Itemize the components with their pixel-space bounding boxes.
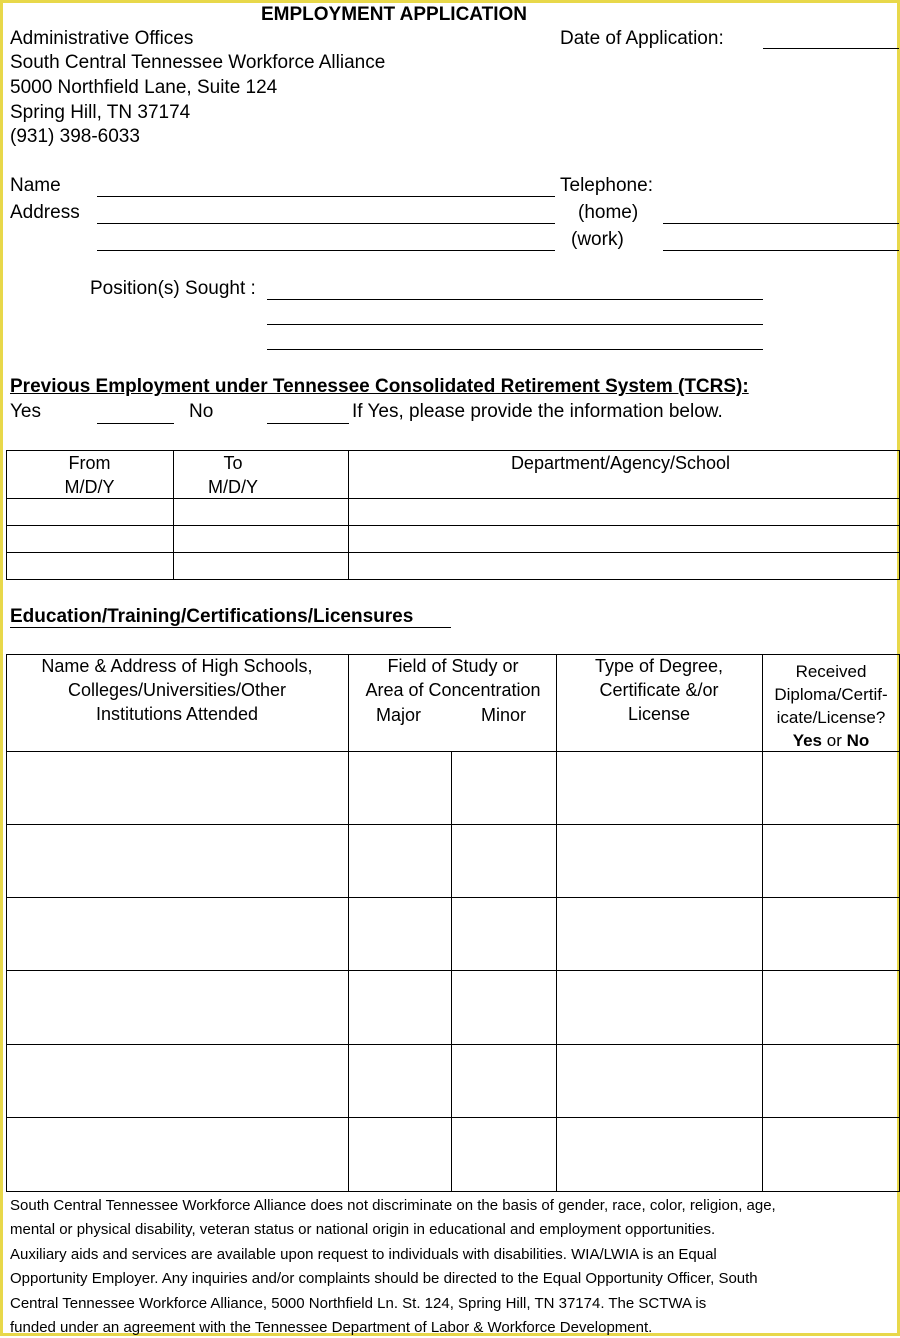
- edu-row-5-degree[interactable]: [558, 1046, 761, 1116]
- tcrs-row-3-from[interactable]: [8, 554, 172, 578]
- education-heading-underline: [10, 627, 451, 628]
- work-phone-label: (work): [571, 229, 624, 250]
- edu-row-2-minor[interactable]: [453, 826, 555, 896]
- tcrs-no-label: No: [189, 401, 214, 422]
- org-line-5: (931) 398-6033: [10, 126, 140, 147]
- address-field-line-1[interactable]: [97, 223, 555, 224]
- edu-col-field-line-2: Area of Concentration: [365, 680, 541, 700]
- edu-col-institution-line-1: Name & Address of High Schools,: [41, 656, 313, 676]
- edu-row-2-major[interactable]: [350, 826, 450, 896]
- edu-row-1-institution[interactable]: [8, 753, 347, 823]
- edu-row-5-received[interactable]: [764, 1046, 898, 1116]
- tcrs-row-1-from[interactable]: [8, 500, 172, 524]
- org-line-3: 5000 Northfield Lane, Suite 124: [10, 77, 278, 98]
- tcrs-col-from-line-2: M/D/Y: [64, 477, 115, 497]
- tcrs-instruction: If Yes, please provide the information below.: [352, 401, 723, 422]
- edu-col-degree: [556, 654, 762, 726]
- tcrs-row-2-to[interactable]: [175, 527, 347, 551]
- edu-row-3-institution[interactable]: [8, 899, 347, 969]
- edu-row-4-degree[interactable]: [558, 972, 761, 1042]
- edu-col-institution-line-2: Colleges/Universities/Other: [67, 680, 287, 700]
- org-line-2: South Central Tennessee Workforce Alliance: [10, 52, 386, 73]
- edu-col-degree-line-2: Certificate &/or: [599, 680, 719, 700]
- edu-row-1-minor[interactable]: [453, 753, 555, 823]
- tcrs-row-2-from[interactable]: [8, 527, 172, 551]
- edu-row-6-received[interactable]: [764, 1119, 898, 1189]
- name-label: Name: [10, 175, 61, 196]
- tcrs-row-3-department[interactable]: [350, 554, 898, 578]
- work-phone-field[interactable]: [663, 250, 899, 251]
- tcrs-row-1-department[interactable]: [350, 500, 898, 524]
- footer-line-3: Auxiliary aids and services are available upon request to individuals with disabilities. WIA/LWIA is an Equal: [10, 1246, 717, 1263]
- tcrs-row-3-to[interactable]: [175, 554, 347, 578]
- edu-col-received: [762, 660, 900, 752]
- edu-row-6-minor[interactable]: [453, 1119, 555, 1189]
- edu-row-2-received[interactable]: [764, 826, 898, 896]
- edu-row-5-minor[interactable]: [453, 1046, 555, 1116]
- edu-row-3-minor[interactable]: [453, 899, 555, 969]
- edu-received-no: No: [846, 731, 870, 750]
- form-title: EMPLOYMENT APPLICATION: [261, 4, 527, 25]
- footer-line-5: Central Tennessee Workforce Alliance, 5000 Northfield Ln. St. 124, Spring Hill, TN 37174. The SCTWA is: [10, 1295, 707, 1312]
- tcrs-col-to-line-2: M/D/Y: [207, 477, 258, 497]
- position-field-line-2[interactable]: [267, 324, 763, 325]
- education-heading: Education/Training/Certifications/Licensures: [10, 606, 414, 627]
- edu-row-6-major[interactable]: [350, 1119, 450, 1189]
- edu-col-received-line-1: Received: [795, 662, 867, 681]
- tcrs-no-field[interactable]: [267, 423, 349, 424]
- edu-row-5-institution[interactable]: [8, 1046, 347, 1116]
- edu-col-minor: Minor: [481, 705, 527, 725]
- edu-col-major: Major: [376, 705, 422, 725]
- tcrs-yes-label: Yes: [10, 401, 41, 422]
- edu-row-1-major[interactable]: [350, 753, 450, 823]
- edu-col-received-line-3: icate/License?: [776, 708, 886, 727]
- tcrs-row-1-to[interactable]: [175, 500, 347, 524]
- edu-row-6-degree[interactable]: [558, 1119, 761, 1189]
- edu-col-degree-line-1: Type of Degree,: [594, 656, 724, 676]
- footer-line-6: funded under an agreement with the Tennessee Department of Labor & Workforce Development.: [10, 1319, 653, 1336]
- tcrs-heading: Previous Employment under Tennessee Consolidated Retirement System (TCRS):: [10, 376, 749, 397]
- footer-line-2: mental or physical disability, veteran status or national origin in educational and employment opportunities.: [10, 1221, 716, 1238]
- name-field[interactable]: [97, 196, 555, 197]
- edu-col-field-line-1: Field of Study or: [387, 656, 519, 676]
- edu-row-6-institution[interactable]: [8, 1119, 347, 1189]
- tcrs-col-to-line-1: To: [223, 453, 243, 473]
- edu-received-or: or: [826, 731, 842, 750]
- org-line-1: Administrative Offices: [10, 28, 194, 49]
- footer-line-1: South Central Tennessee Workforce Alliance does not discriminate on the basis of gender, race, color, religion, age,: [10, 1197, 776, 1214]
- edu-col-field: [348, 654, 558, 702]
- position-field-line-3[interactable]: [267, 349, 763, 350]
- edu-col-received-yes-no: [762, 729, 900, 752]
- edu-col-degree-line-3: License: [627, 704, 691, 724]
- home-phone-label: (home): [578, 202, 639, 223]
- edu-row-4-institution[interactable]: [8, 972, 347, 1042]
- tcrs-col-from-line-1: From: [68, 453, 111, 473]
- home-phone-field[interactable]: [663, 223, 899, 224]
- position-field-line-1[interactable]: [267, 299, 763, 300]
- edu-col-institution-line-3: Institutions Attended: [95, 704, 259, 724]
- edu-col-received-line-2: Diploma/Certif-: [774, 685, 888, 704]
- edu-row-4-major[interactable]: [350, 972, 450, 1042]
- tcrs-col-department: Department/Agency/School: [510, 453, 731, 473]
- date-of-application-field[interactable]: [763, 48, 899, 49]
- tcrs-yes-field[interactable]: [97, 423, 174, 424]
- edu-row-1-received[interactable]: [764, 753, 898, 823]
- edu-row-1-degree[interactable]: [558, 753, 761, 823]
- edu-row-4-received[interactable]: [764, 972, 898, 1042]
- tcrs-col-to: [148, 451, 318, 499]
- tcrs-row-2-department[interactable]: [350, 527, 898, 551]
- org-line-4: Spring Hill, TN 37174: [10, 102, 191, 123]
- edu-row-3-degree[interactable]: [558, 899, 761, 969]
- edu-row-2-degree[interactable]: [558, 826, 761, 896]
- edu-row-3-major[interactable]: [350, 899, 450, 969]
- telephone-label: Telephone:: [560, 175, 653, 196]
- edu-received-yes: Yes: [792, 731, 823, 750]
- edu-row-5-major[interactable]: [350, 1046, 450, 1116]
- edu-row-3-received[interactable]: [764, 899, 898, 969]
- position-sought-label: Position(s) Sought :: [90, 278, 256, 299]
- address-field-line-2[interactable]: [97, 250, 555, 251]
- date-of-application-label: Date of Application:: [560, 28, 724, 49]
- edu-row-4-minor[interactable]: [453, 972, 555, 1042]
- edu-col-institution: [6, 654, 348, 726]
- address-label: Address: [10, 202, 80, 223]
- edu-row-2-institution[interactable]: [8, 826, 347, 896]
- footer-line-4: Opportunity Employer. Any inquiries and/or complaints should be directed to the Equal Opportunity Officer, South: [10, 1270, 758, 1287]
